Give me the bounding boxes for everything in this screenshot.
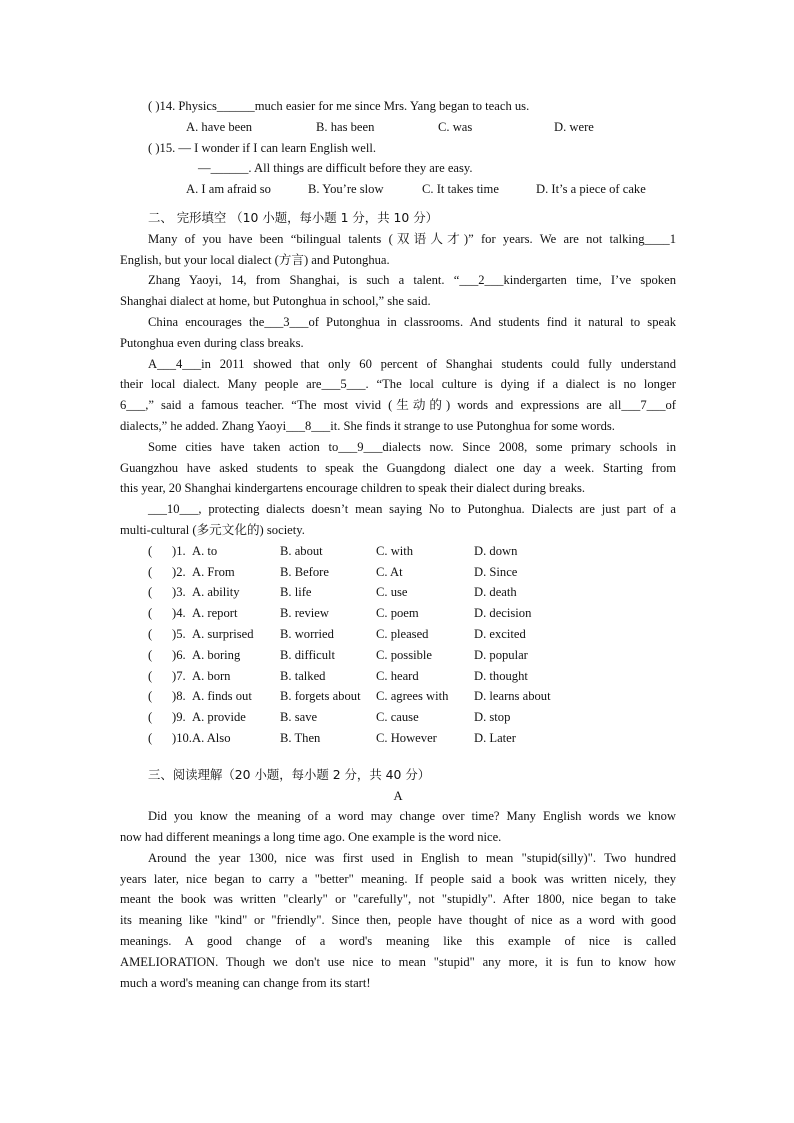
- passage-line: their local dialect. Many people are___5___. “The local culture is dying if a dialect is no longer: [120, 377, 676, 392]
- passage-line: AMELIORATION. Though we don't use nice to mean "stupid" any more, it is fun to know how: [120, 954, 676, 969]
- passage-line: dialects,” he added. Zhang Yaoyi___8___it. She finds it strange to use Putonghua for some words.: [120, 418, 615, 433]
- passage-line: Zhang Yaoyi, 14, from Shanghai, is such a talent. “___2___kindergarten time, I’ve spoken: [148, 273, 676, 288]
- option-c: C. use: [376, 585, 408, 600]
- option-b: B. Before: [280, 564, 329, 579]
- passage-line: multi-cultural (多元文化的) society.: [120, 522, 305, 537]
- option-d: D. were: [554, 119, 594, 134]
- passage-label: A: [393, 788, 403, 803]
- cloze-question-row: [120, 603, 676, 624]
- option-a: A. From: [192, 564, 235, 579]
- option-a: A. to: [192, 543, 218, 558]
- option-d: D. Later: [474, 730, 516, 745]
- option-d: D. popular: [474, 647, 528, 662]
- question-number: )10.: [172, 730, 192, 745]
- cloze-question-row: [120, 541, 676, 562]
- passage-line: Putonghua even during class breaks.: [120, 335, 304, 350]
- question-number: )9.: [172, 710, 186, 725]
- option-d: D. excited: [474, 626, 526, 641]
- answer-paren: (: [148, 730, 153, 745]
- answer-paren: (: [148, 689, 153, 704]
- section-3-heading: 三、阅读理解（20 小题，每小题 2 分，共 40 分）: [148, 766, 431, 782]
- option-b: B. worried: [280, 626, 334, 641]
- option-b: B. You’re slow: [308, 182, 384, 197]
- question-number: )6.: [172, 647, 186, 662]
- passage-line: Around the year 1300, nice was first used in English to mean "stupid(silly)". Two hundred: [148, 850, 676, 865]
- option-c: C. cause: [376, 710, 419, 725]
- question-number: )7.: [172, 668, 186, 683]
- option-b: B. about: [280, 543, 323, 558]
- option-a: A. have been: [186, 119, 253, 134]
- option-c: C. pleased: [376, 626, 429, 641]
- exam-page: [120, 96, 676, 993]
- option-c: C. At: [376, 564, 403, 579]
- option-d: D. learns about: [474, 689, 551, 704]
- question-15-stem: ( )15. — I wonder if I can learn English well.: [148, 140, 377, 155]
- passage-line: much a word's meaning can change from its start!: [120, 975, 371, 990]
- passage-line: Did you know the meaning of a word may change over time? Many English words we know: [148, 809, 676, 824]
- option-b: B. review: [280, 606, 329, 621]
- cloze-question-row: [120, 624, 676, 645]
- cloze-question-row: [120, 707, 676, 728]
- option-a: A. finds out: [192, 689, 252, 704]
- cloze-question-row: [120, 728, 676, 749]
- question-15-stem-2: —______. All things are difficult before they are easy.: [198, 161, 473, 176]
- section-2-heading: 二、 完形填空 （10 小题，每小题 1 分，共 10 分）: [148, 209, 439, 225]
- question-15-options: [120, 179, 676, 200]
- answer-paren: (: [148, 564, 153, 579]
- option-a: A. ability: [192, 585, 240, 600]
- question-number: )2.: [172, 564, 186, 579]
- option-a: A. Also: [192, 730, 231, 745]
- option-b: B. life: [280, 585, 312, 600]
- passage-line: now had different meanings a long time ago. One example is the word nice.: [120, 830, 502, 845]
- option-c: C. However: [376, 730, 437, 745]
- cloze-question-row: [120, 686, 676, 707]
- passage-line: this year, 20 Shanghai kindergartens encourage children to speak their dialect during breaks.: [120, 481, 586, 496]
- question-14-stem: ( )14. Physics______much easier for me since Mrs. Yang began to teach us.: [148, 99, 530, 113]
- question-number: )5.: [172, 626, 186, 641]
- option-c: C. heard: [376, 668, 419, 683]
- passage-line: years later, nice began to carry a "better" meaning. If people said a book was written nicely, they: [120, 871, 676, 886]
- passage-line: its meaning like "kind" or "friendly". Since then, people have thought of nice as a word with good: [120, 913, 676, 928]
- option-b: B. save: [280, 710, 318, 725]
- cloze-question-row: [120, 582, 676, 603]
- option-b: B. has been: [316, 119, 375, 134]
- reading-passage-a: [120, 806, 676, 993]
- cloze-passage: [120, 229, 676, 541]
- option-a: A. surprised: [192, 626, 254, 641]
- passage-line: ___10___, protecting dialects doesn’t mean saying No to Putonghua. Dialects are just part of a: [148, 502, 676, 517]
- answer-paren: (: [148, 585, 153, 600]
- option-d: D. down: [474, 543, 518, 558]
- answer-paren: (: [148, 668, 153, 683]
- option-b: B. talked: [280, 668, 326, 683]
- answer-paren: (: [148, 606, 153, 621]
- passage-line: Guangzhou have asked students to speak the Guangdong dialect one day a week. Starting from: [120, 460, 676, 475]
- option-c: C. agrees with: [376, 689, 449, 704]
- question-14-options: [120, 117, 676, 138]
- option-a: A. report: [192, 606, 238, 621]
- option-a: A. I am afraid so: [186, 182, 271, 197]
- cloze-question-row: [120, 666, 676, 687]
- cloze-question-row: [120, 562, 676, 583]
- answer-paren: (: [148, 710, 153, 725]
- option-d: D. death: [474, 585, 517, 600]
- option-d: D. decision: [474, 606, 532, 621]
- option-d: D. It’s a piece of cake: [536, 182, 646, 197]
- passage-line: Shanghai dialect at home, but Putonghua in school,” she said.: [120, 294, 431, 309]
- passage-line: meant the book was written "clearly" or "carefully", not "stupidly". After 1800, nice began to take: [120, 892, 676, 907]
- option-d: D. stop: [474, 710, 511, 725]
- option-c: C. It takes time: [422, 182, 499, 197]
- question-number: )4.: [172, 606, 186, 621]
- passage-line: 6___,” said a famous teacher. “The most vivid (生动的) words and expressions are all___7___of: [120, 398, 676, 413]
- answer-paren: (: [148, 543, 153, 558]
- cloze-question-row: [120, 645, 676, 666]
- passage-line: China encourages the___3___of Putonghua in classrooms. And students find it natural to speak: [148, 314, 676, 329]
- passage-line: meanings. A good change of a word's meaning like this example of nice is called: [120, 934, 676, 949]
- question-number: )8.: [172, 689, 186, 704]
- option-c: C. possible: [376, 647, 432, 662]
- option-c: C. was: [438, 119, 473, 134]
- option-b: B. forgets about: [280, 689, 361, 704]
- option-d: D. thought: [474, 668, 528, 683]
- option-b: B. Then: [280, 730, 321, 745]
- option-c: C. with: [376, 543, 414, 558]
- passage-line: Many of you have been “bilingual talents (双语人才)” for years. We are not talking____1: [148, 231, 676, 246]
- passage-line: A___4___in 2011 showed that only 60 percent of Shanghai students could fully understand: [148, 356, 676, 371]
- option-a: A. provide: [192, 710, 246, 725]
- cloze-questions: [120, 541, 676, 749]
- option-c: C. poem: [376, 606, 419, 621]
- answer-paren: (: [148, 626, 153, 641]
- passage-line: English, but your local dialect (方言) and Putonghua.: [120, 252, 390, 267]
- question-number: )3.: [172, 585, 186, 600]
- option-a: A. boring: [192, 647, 241, 662]
- option-a: A. born: [192, 668, 231, 683]
- option-d: D. Since: [474, 564, 518, 579]
- question-number: )1.: [172, 543, 186, 558]
- option-b: B. difficult: [280, 647, 336, 662]
- passage-line: Some cities have taken action to___9___dialects now. Since 2008, some primary schools in: [148, 439, 676, 454]
- answer-paren: (: [148, 647, 153, 662]
